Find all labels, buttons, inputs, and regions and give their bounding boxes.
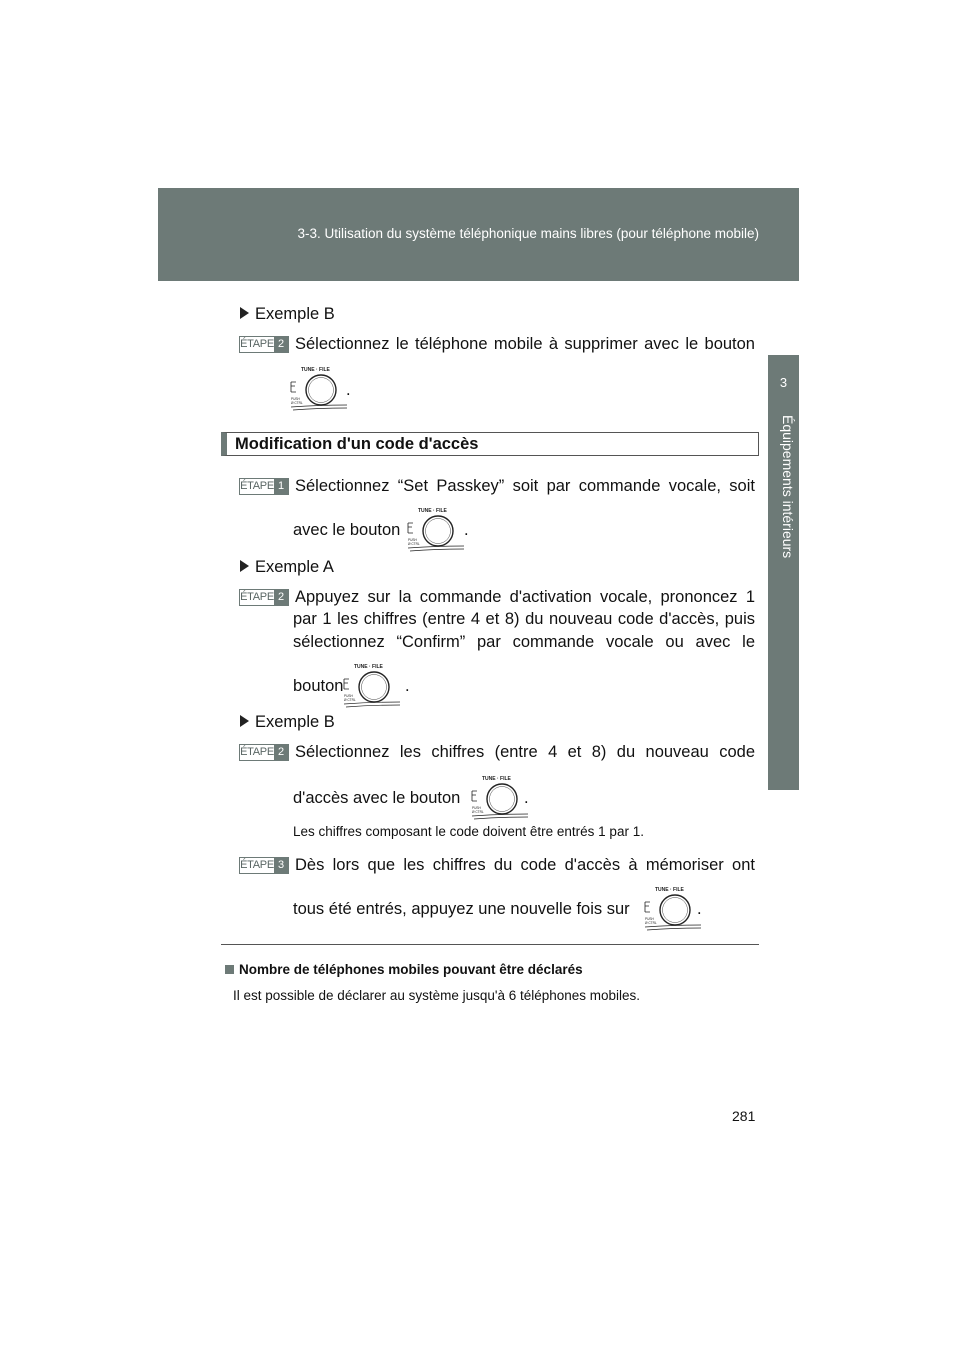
svg-text:PUSH: PUSH [645,917,654,921]
svg-text:PUSH: PUSH [291,397,300,401]
tune-file-knob-icon [404,505,464,553]
step-badge: ÉTAPE 2 [239,589,289,606]
svg-text:Ø CTRL: Ø CTRL [408,542,420,546]
page-number: 281 [732,1108,756,1124]
step-text: par 1 les chiffres (entre 4 et 8) du nouveau code d'accès, puis [293,610,755,628]
note-title: Nombre de téléphones mobiles pouvant être déclarés [225,962,583,977]
header-bar [158,188,799,281]
section-heading-box [221,432,759,456]
step-text: d'accès avec le bouton [293,789,461,807]
triangle-bullet-icon [240,560,249,572]
example-heading: Exemple B [240,713,335,732]
tune-file-knob-icon [641,884,701,932]
step-badge: ÉTAPE 2 [239,336,289,353]
step-text: Sélectionnez le téléphone mobile à supprimer avec le bouton [295,335,755,353]
section-title: Modification d'un code d'accès [235,435,479,453]
step-badge: ÉTAPE 1 [239,478,289,495]
svg-text:Ø CTRL: Ø CTRL [645,921,657,925]
svg-text:TUNE · FILE: TUNE · FILE [655,887,684,893]
example-heading: Exemple B [240,305,335,324]
step-text-end: . [524,789,529,807]
svg-text:PUSH: PUSH [472,806,481,810]
step-text: avec le bouton [293,521,401,539]
note-text: Il est possible de déclarer au système jusqu'à 6 téléphones mobiles. [233,988,641,1003]
svg-text:PUSH: PUSH [408,538,417,542]
tune-file-knob-icon [340,661,400,709]
header-title: 3-3. Utilisation du système téléphonique mains libres (pour téléphone mobile) [297,226,759,241]
triangle-bullet-icon [240,715,249,727]
divider [221,944,759,945]
tune-file-knob-icon [287,364,347,412]
example-heading: Exemple A [240,558,334,577]
tune-file-knob-icon [468,773,528,821]
step-text-end: . [697,900,702,918]
step-text-end: . [405,677,410,695]
triangle-bullet-icon [240,307,249,319]
svg-text:Ø CTRL: Ø CTRL [291,401,303,405]
chapter-number: 3 [779,375,788,390]
svg-text:TUNE · FILE: TUNE · FILE [418,508,447,514]
step-text-end: . [346,381,351,399]
step-text: Sélectionnez les chiffres (entre 4 et 8) du nouveau code [295,743,755,761]
svg-text:TUNE · FILE: TUNE · FILE [354,664,383,670]
chapter-label: Équipements intérieurs [780,415,796,559]
step-text: bouton [293,677,344,695]
step-badge: ÉTAPE 2 [239,744,289,761]
square-bullet-icon [225,965,234,974]
step-text-end: . [464,521,469,539]
step-text: Sélectionnez “Set Passkey” soit par commande vocale, soit [295,477,755,495]
step-badge: ÉTAPE 3 [239,857,289,874]
svg-text:PUSH: PUSH [344,694,353,698]
step-text: tous été entrés, appuyez une nouvelle fois sur [293,900,630,918]
step-note: Les chiffres composant le code doivent être entrés 1 par 1. [293,824,644,839]
svg-text:TUNE · FILE: TUNE · FILE [301,367,330,373]
svg-text:TUNE · FILE: TUNE · FILE [482,776,511,782]
svg-text:Ø CTRL: Ø CTRL [344,698,356,702]
step-text: sélectionnez “Confirm” par commande vocale ou avec le [293,633,755,651]
step-text: Appuyez sur la commande d'activation vocale, prononcez 1 [295,588,755,606]
step-text: Dès lors que les chiffres du code d'accès à mémoriser ont [295,856,755,874]
chapter-tab [768,355,799,790]
svg-text:Ø CTRL: Ø CTRL [472,810,484,814]
